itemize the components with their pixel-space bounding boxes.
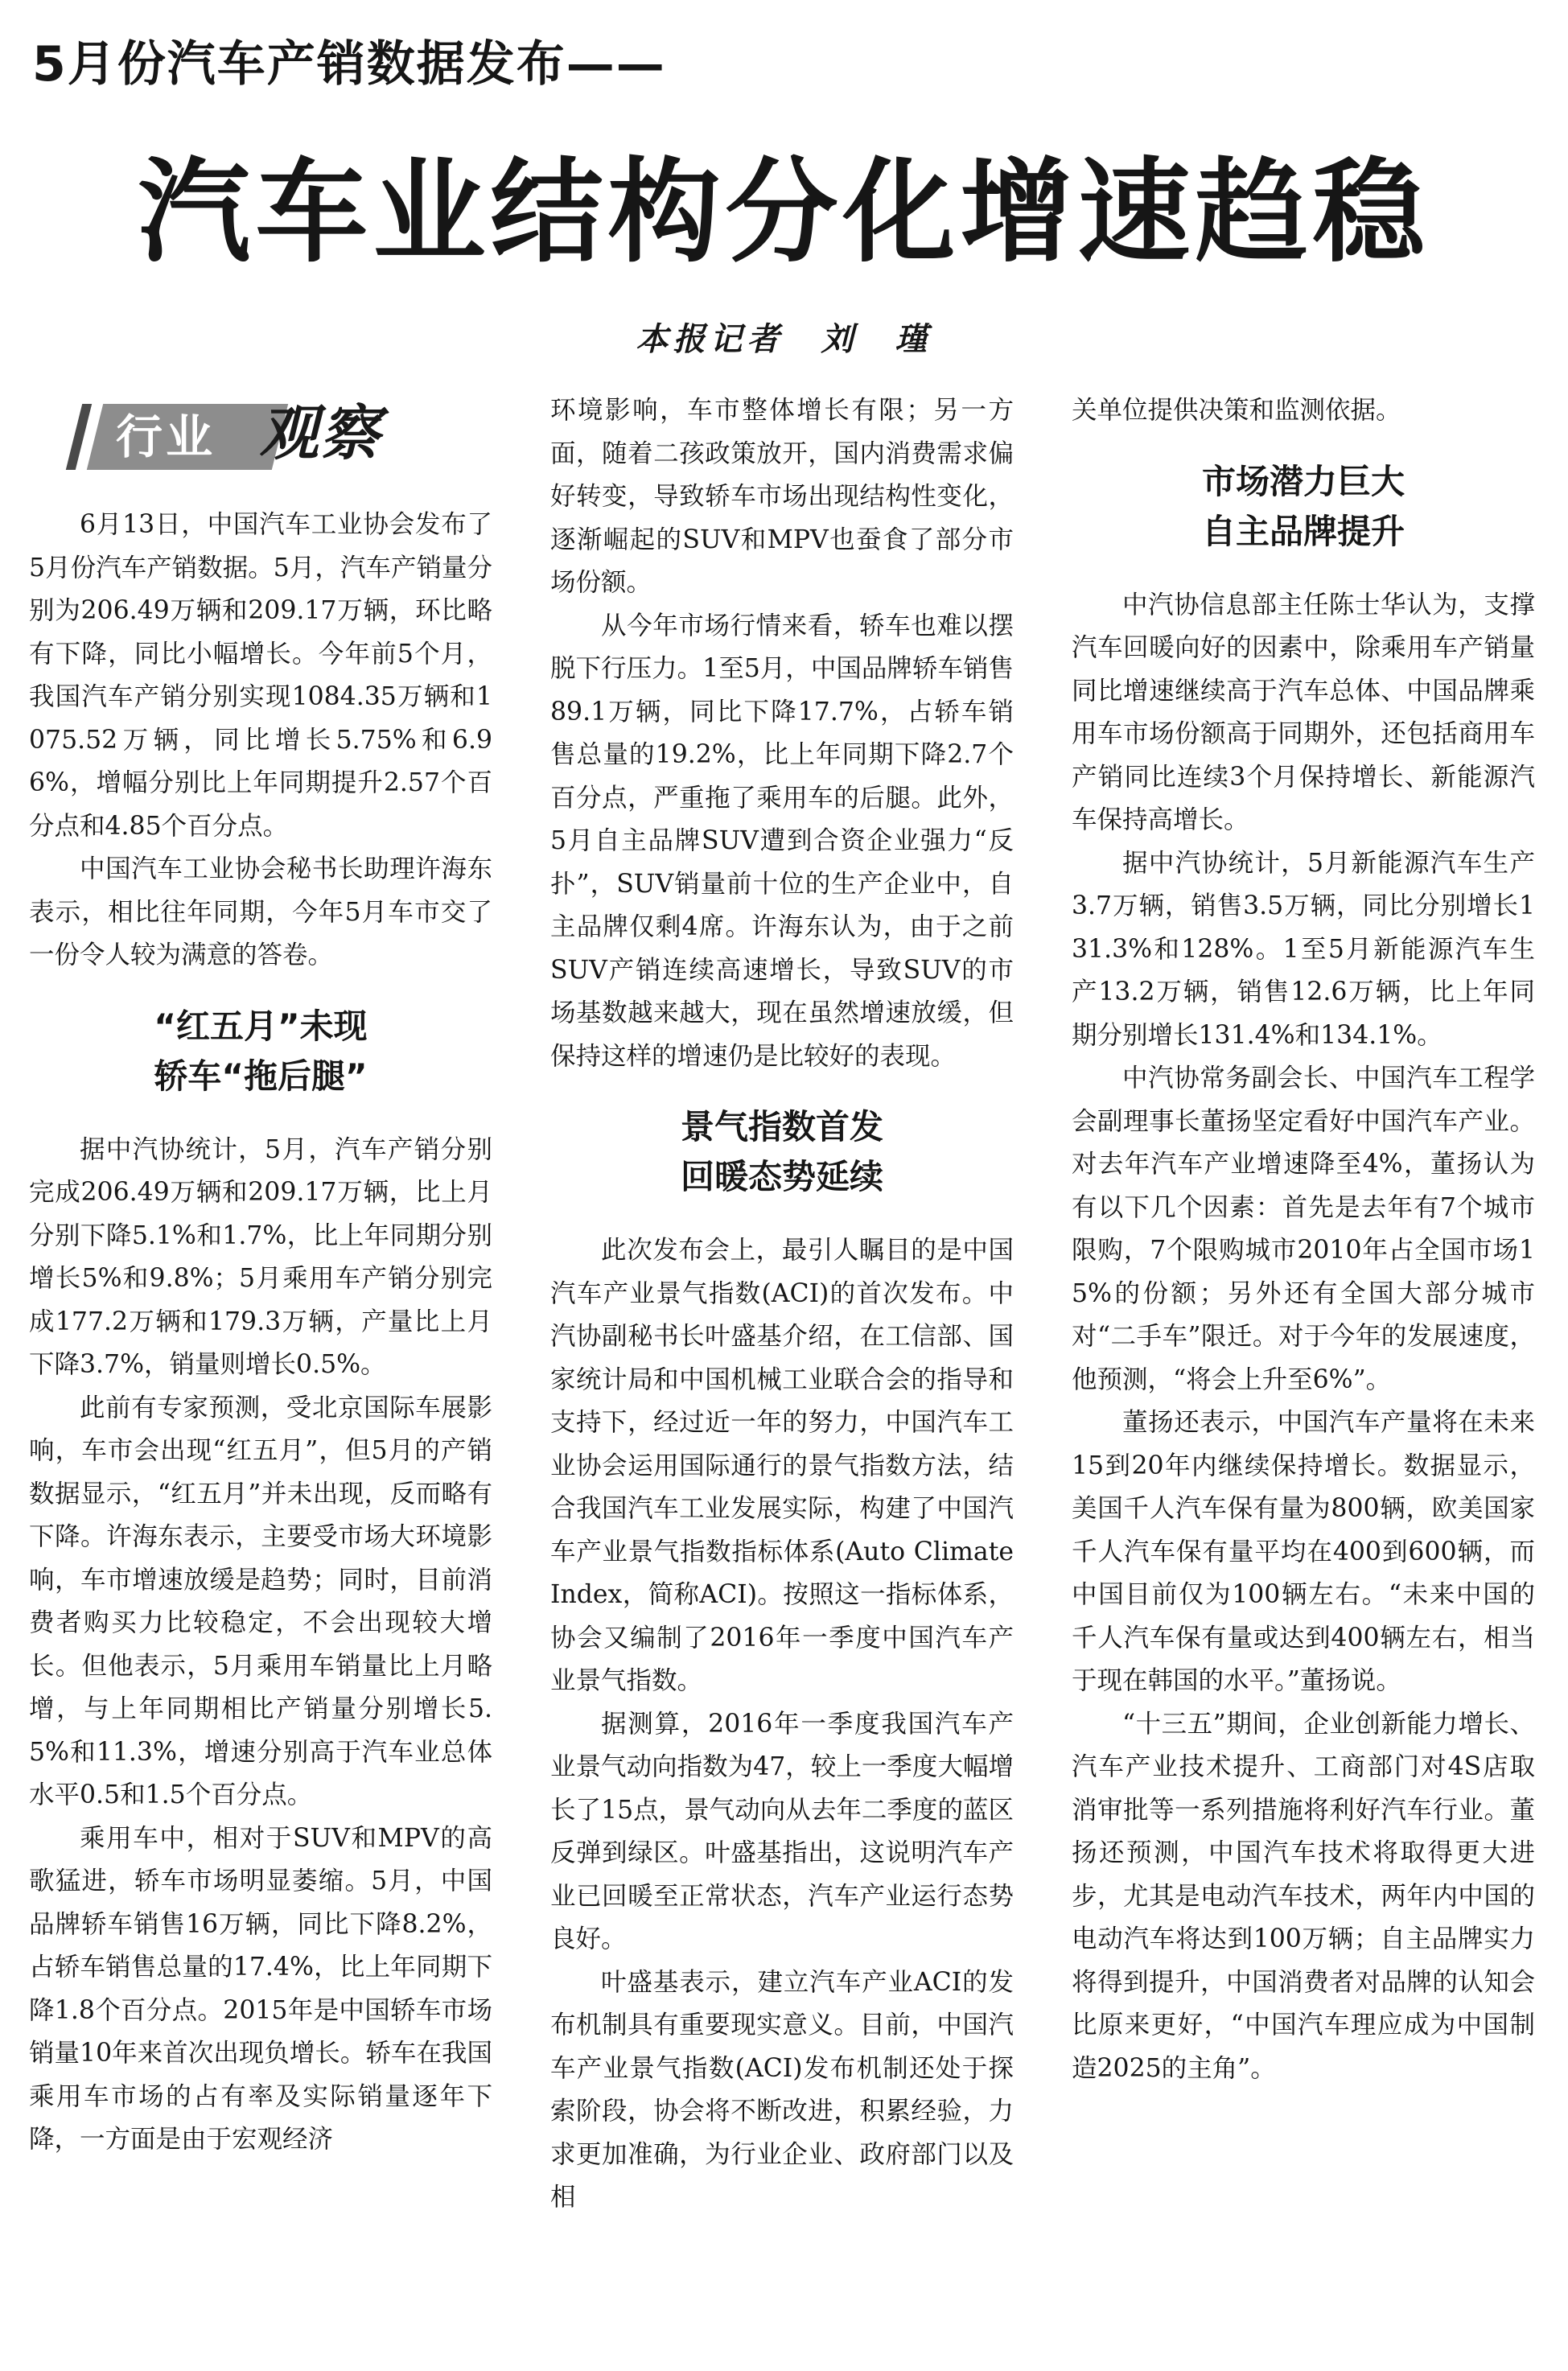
badge-text-part1: 行业 <box>116 410 216 464</box>
paragraph: 6月13日，中国汽车工业协会发布了5月份汽车产销数据。5月，汽车产销量分别为206.49万辆和209.17万辆，环比略有下降，同比小幅增长。今年前5个月，我国汽车产销分别实现1084.35万辆和1075.52万辆，同比增长5.75%和6.96%，增幅分别比上年同期提升2.57个百分点和4.85个百分点。 <box>29 510 492 841</box>
section-heading-line: 市场潜力巨大 <box>1201 461 1405 501</box>
paragraph: 从今年市场行情来看，轿车也难以摆脱下行压力。1至5月，中国品牌轿车销售89.1万辆，同比下降17.7%，占轿车销售总量的19.2%，比上年同期下降2.7个百分点，严重拖了乘用车的后腿。此外，5月自主品牌SUV遭到合资企业强力“反扑”，SUV销量前十位的生产企业中，自主品牌仅剩4席。许海东认为，由于之前SUV产销连续高速增长，导致SUV的市场基数越来越大，现在虽然增速放缓，但保持这样的增速仍是比较好的表现。 <box>550 611 1014 1071</box>
section-heading <box>29 1002 492 1101</box>
paragraph: 董扬还表示，中国汽车产量将在未来15到20年内继续保持增长。数据显示，美国千人汽车保有量为800辆，欧美国家千人汽车保有量平均在400到600辆，而中国目前仅为100辆左右。“未来中国的千人汽车保有量或达到400辆左右，相当于现在韩国的水平。”董扬说。 <box>1072 1408 1535 1695</box>
column-badge <box>74 397 420 483</box>
paragraph: 据中汽协统计，5月新能源汽车生产3.7万辆，销售3.5万辆，同比分别增长131.3%和128%。1至5月新能源汽车生产13.2万辆，销售12.6万辆，比上年同期分别增长131.4%和134.1%。 <box>1072 848 1535 1050</box>
paragraph: 叶盛基表示，建立汽车产业ACI的发布机制具有重要现实意义。目前，中国汽车产业景气指数(ACI)发布机制还处于探索阶段，协会将不断改进，积累经验，力求更加准确，为行业企业、政府部门以及相 <box>550 1967 1014 2212</box>
paragraph: “十三五”期间，企业创新能力增长、汽车产业技术提升、工商部门对4S店取消审批等一系列措施将利好汽车行业。董扬还预测，中国汽车技术将取得更大进步，尤其是电动汽车技术，两年内中国的电动汽车将达到100万辆；自主品牌实力将得到提升，中国消费者对品牌的认知会比原来更好，“中国汽车理应成为中国制造2025的主角”。 <box>1072 1709 1535 2083</box>
section-heading-line: 景气指数首发 <box>680 1107 883 1146</box>
paragraph: 据测算，2016年一季度我国汽车产业景气动向指数为47，较上一季度大幅增长了15点，景气动向从去年二季度的蓝区反弹到绿区。叶盛基指出，这说明汽车产业已回暖至正常状态，汽车产业运行态势良好。 <box>550 1709 1014 1953</box>
paragraph: 中汽协常务副会长、中国汽车工程学会副理事长董扬坚定看好中国汽车产业。对去年汽车产业增速降至4%，董扬认为有以下几个因素：首先是去年有7个城市限购，7个限购城市2010年占全国市场15%的份额；另外还有全国大部分城市对“二手车”限迁。对于今年的发展速度，他预测，“将会上升至6%”。 <box>1072 1064 1535 1394</box>
section-heading <box>550 1102 1014 1202</box>
column-2 <box>550 389 1014 2220</box>
paragraph: 关单位提供决策和监测依据。 <box>1072 396 1401 425</box>
section-heading <box>1072 457 1535 557</box>
section-heading-line: 回暖态势延续 <box>680 1157 883 1196</box>
badge-text-part2: 观察 <box>259 399 381 468</box>
headline: 汽车业结构分化增速趋稳 <box>138 147 1430 278</box>
kicker: 5月份汽车产销数据发布—— <box>32 36 666 93</box>
paragraph: 此前有专家预测，受北京国际车展影响，车市会出现“红五月”，但5月的产销数据显示，“红五月”并未出现，反而略有下降。许海东表示，主要受市场大环境影响，车市增速放缓是趋势；同时，目前消费者购买力比较稳定，不会出现较大增长。但他表示，5月乘用车销量比上月略增，与上年同期相比产销量分别增长5.5%和11.3%，增速分别高于汽车业总体水平0.5和1.5个百分点。 <box>29 1393 492 1809</box>
section-heading-line: 自主品牌提升 <box>1201 511 1405 551</box>
paragraph: 据中汽协统计，5月，汽车产销分别完成206.49万辆和209.17万辆，比上月分别下降5.1%和1.7%，比上年同期分别增长5%和9.8%；5月乘用车产销分别完成177.2万辆和179.3万辆，产量比上月下降3.7%，销量则增长0.5%。 <box>29 1134 492 1379</box>
section-heading-line: “红五月”未现 <box>154 1006 368 1046</box>
paragraph: 中国汽车工业协会秘书长助理许海东表示，相比往年同期，今年5月车市交了一份令人较为满意的答卷。 <box>29 854 492 969</box>
byline: 本报记者 刘 瑾 <box>636 320 932 358</box>
paragraph: 此次发布会上，最引人瞩目的是中国汽车产业景气指数(ACI)的首次发布。中汽协副秘书长叶盛基介绍，在工信部、国家统计局和中国机械工业联合会的指导和支持下，经过近一年的努力，中国汽车工业协会运用国际通行的景气指数方法，结合我国汽车工业发展实际，构建了中国汽车产业景气指数指标体系(Auto Climate Index，简称ACI)。按照这一指标体系，协会又编制了2016年一季度中国汽车产业景气指数。 <box>550 1236 1014 1695</box>
badge-stripe <box>66 404 92 470</box>
paragraph: 环境影响，车市整体增长有限；另一方面，随着二孩政策放开，国内消费需求偏好转变，导致轿车市场出现结构性变化，逐渐崛起的SUV和MPV也蚕食了部分市场份额。 <box>550 396 1014 597</box>
column-3 <box>1072 389 1535 2090</box>
section-heading-line: 轿车“拖后腿” <box>154 1056 368 1096</box>
paragraph: 乘用车中，相对于SUV和MPV的高歌猛进，轿车市场明显萎缩。5月，中国品牌轿车销售16万辆，同比下降8.2%，占轿车销售总量的17.4%，比上年同期下降1.8个百分点。2015年是中国轿车市场销量10年来首次出现负增长。轿车在我国乘用车市场的占有率及实际销量逐年下降，一方面是由于宏观经济 <box>29 1823 492 2154</box>
column-1 <box>29 389 492 2162</box>
paragraph: 中汽协信息部主任陈士华认为，支撑汽车回暖向好的因素中，除乘用车产销量同比增速继续高于汽车总体、中国品牌乘用车市场份额高于同期外，还包括商用车产销同比连续3个月保持增长、新能源汽车保持高增长。 <box>1072 590 1535 834</box>
